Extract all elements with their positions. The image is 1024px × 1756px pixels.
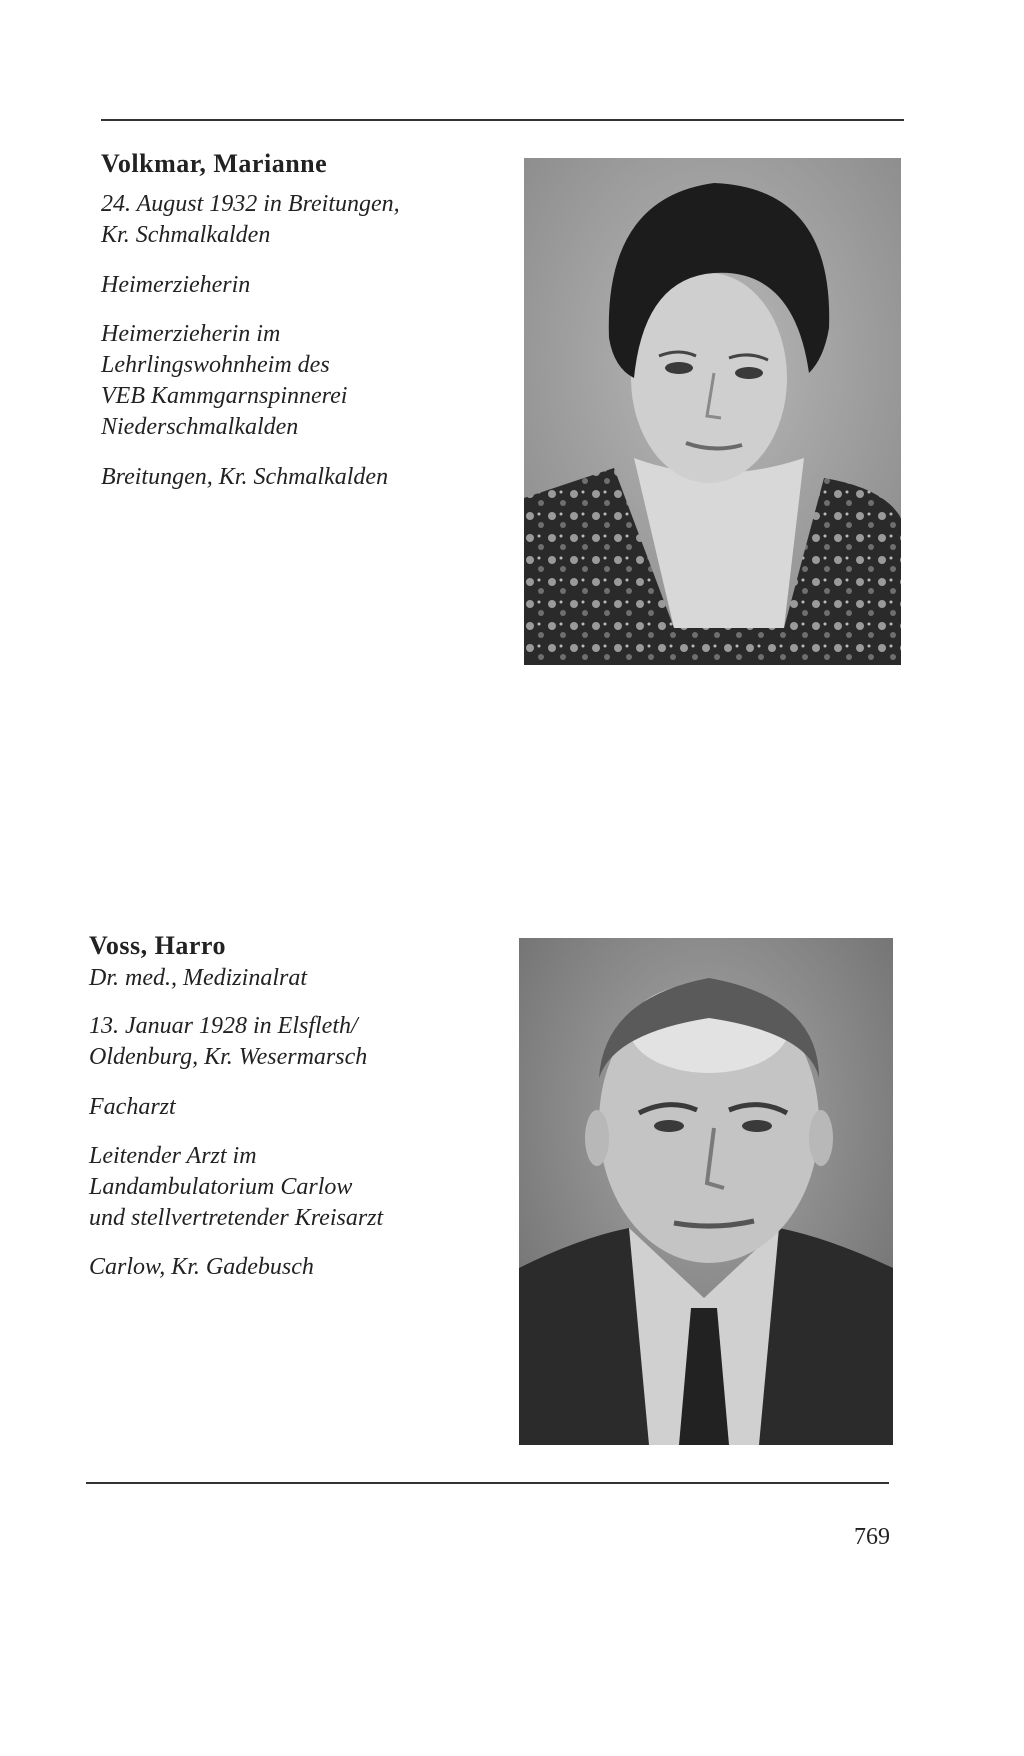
entry-title: Dr. med., Medizinalrat bbox=[89, 965, 307, 992]
portrait-photo-man bbox=[519, 938, 893, 1445]
top-rule bbox=[101, 119, 904, 121]
portrait-photo-woman bbox=[524, 158, 901, 665]
entry-residence: Breitungen, Kr. Schmalkalden bbox=[101, 463, 389, 490]
entry-birth: 13. Januar 1928 in Elsfleth/ Oldenburg, Kr. Wesermarsch bbox=[89, 1013, 368, 1071]
entry-position: Heimerzieherin im Lehrlingswohnheim des VEB Kammgarnspinnerei Niederschmalkalden bbox=[101, 320, 348, 441]
portrait-woman-image bbox=[524, 158, 901, 665]
page-number: 769 bbox=[854, 1524, 890, 1550]
bottom-rule bbox=[86, 1482, 889, 1484]
entry-profession: Facharzt bbox=[89, 1093, 176, 1120]
entry-position: Leitender Arzt im Landambulatorium Carlow und stellvertretender Kreisarzt bbox=[89, 1142, 384, 1232]
portrait-man-image bbox=[519, 938, 893, 1445]
entry-name: Volkmar, Marianne bbox=[101, 149, 328, 178]
entry-residence: Carlow, Kr. Gadebusch bbox=[89, 1254, 314, 1281]
entry-profession: Heimerzieherin bbox=[101, 271, 251, 298]
entry-name: Voss, Harro bbox=[89, 931, 226, 960]
entry-birth: 24. August 1932 in Breitungen, Kr. Schmalkalden bbox=[101, 191, 400, 249]
entry-volkmar bbox=[101, 148, 501, 511]
entry-voss bbox=[89, 930, 489, 1302]
